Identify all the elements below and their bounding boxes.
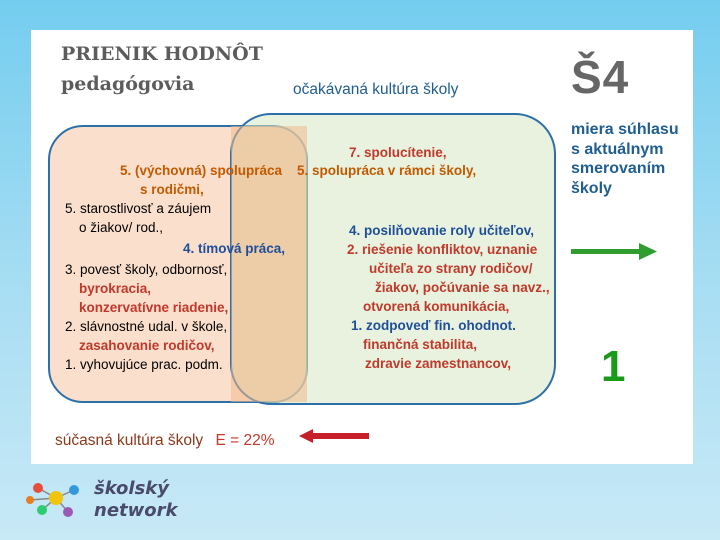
slide-title: PRIENIK HODNÔT <box>61 43 263 65</box>
right-item: finančná stabilita, <box>363 337 478 352</box>
code-label: Š4 <box>571 51 630 103</box>
logo-line: network <box>94 500 178 521</box>
left-item: o žiakov/ rod., <box>79 220 164 235</box>
left-item: 3. povesť školy, odbornosť, <box>65 262 228 277</box>
agreement-line: s aktuálnym <box>571 140 664 158</box>
current-culture-label <box>55 432 275 450</box>
right-item: žiakov, počúvanie sa navz., <box>375 280 550 295</box>
agreement-text <box>571 120 679 198</box>
right-arrow-icon <box>571 242 661 262</box>
left-item: 2. slávnostné udal. v škole, <box>65 319 228 334</box>
current-culture-text: súčasná kultúra školy <box>55 432 204 449</box>
left-item: s rodičmi, <box>140 182 204 197</box>
right-item: otvorená komunikácia, <box>363 299 510 314</box>
network-logo-icon <box>22 478 86 522</box>
slide-subtitle: pedagógovia <box>61 73 195 95</box>
expected-culture-label: očakávaná kultúra školy <box>293 81 459 98</box>
logo-line: školský <box>94 478 169 499</box>
agreement-line: školy <box>571 179 612 197</box>
right-item: 5. spolupráca v rámci školy, <box>297 163 477 178</box>
right-item: 1. zodpoveď fin. ohodnot. <box>351 318 516 333</box>
right-item: 4. posilňovanie roly učiteľov, <box>349 223 534 238</box>
score-value: 1 <box>601 342 626 391</box>
slide <box>31 30 693 464</box>
left-item: 1. vyhovujúce prac. podm. <box>65 357 223 372</box>
left-item: 4. tímová práca, <box>183 241 286 256</box>
left-item: 5. starostlivosť a záujem <box>65 201 212 216</box>
agreement-line: miera súhlasu <box>571 121 679 138</box>
logo-text <box>94 478 177 522</box>
right-item: 2. riešenie konfliktov, uznanie <box>347 242 538 257</box>
left-item: konzervatívne riadenie, <box>79 300 229 315</box>
left-item: byrokracia, <box>79 281 152 296</box>
logo <box>22 478 86 527</box>
left-arrow-icon <box>299 428 371 444</box>
right-item: učiteľa zo strany rodičov/ <box>369 261 533 276</box>
e-value: E = 22% <box>215 432 275 449</box>
agreement-line: smerovaním <box>571 160 666 177</box>
right-item: 7. spolucítenie, <box>349 145 447 160</box>
left-item: 5. (výchovná) spolupráca <box>120 163 283 178</box>
right-item: zdravie zamestnancov, <box>365 356 512 371</box>
left-item: zasahovanie rodičov, <box>79 338 215 353</box>
